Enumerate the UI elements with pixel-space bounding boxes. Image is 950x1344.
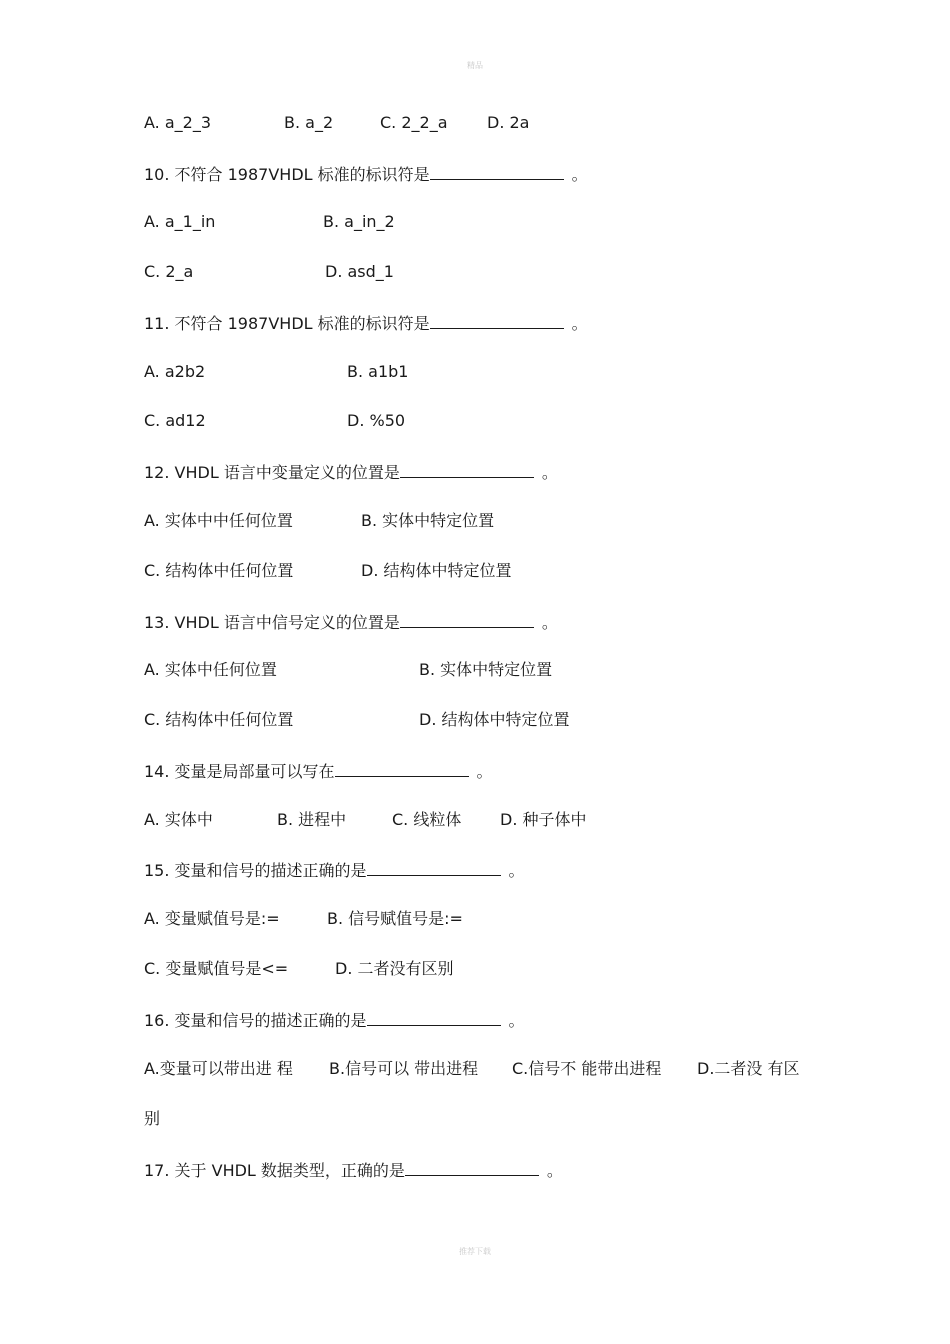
q11-option-b: B. a1b1 [347, 362, 409, 381]
page-header: 精品 [467, 61, 483, 70]
q14-option-c: C. 线粒体 [392, 810, 462, 829]
q17-stem [144, 1158, 563, 1180]
q12-stem-text: 12. VHDL 语言中变量定义的位置是 [144, 463, 400, 482]
q11-option-c: C. ad12 [144, 411, 206, 430]
q16-stem-text: 16. 变量和信号的描述正确的是 [144, 1011, 367, 1030]
q14-option-a: A. 实体中 [144, 810, 213, 829]
q16-option-a: A.变量可以带出进 程 [144, 1059, 293, 1078]
q16-option-c: C.信号不 能带出进程 [512, 1059, 662, 1078]
q13-answer-blank [400, 610, 534, 628]
q11-end: 。 [571, 314, 588, 333]
q16-stem [144, 1008, 525, 1030]
q11-answer-blank [430, 311, 564, 329]
q11-stem-text: 11. 不符合 1987VHDL 标准的标识符是 [144, 314, 430, 333]
q9-option-a: A. a_2_3 [144, 113, 211, 132]
q11-option-d: D. %50 [347, 411, 406, 430]
q11-option-a: A. a2b2 [144, 362, 206, 381]
q15-option-d: D. 二者没有区别 [335, 959, 454, 978]
q13-option-c: C. 结构体中任何位置 [144, 710, 294, 729]
q15-stem-text: 15. 变量和信号的描述正确的是 [144, 861, 367, 880]
q14-option-d: D. 种子体中 [500, 810, 587, 829]
q15-option-a: A. 变量赋值号是:= [144, 909, 280, 928]
q12-answer-blank [400, 460, 534, 478]
q17-end: 。 [546, 1161, 563, 1180]
q9-option-c: C. 2_2_a [380, 113, 448, 132]
q10-stem [144, 162, 588, 184]
q12-end: 。 [541, 463, 558, 482]
q13-option-d: D. 结构体中特定位置 [419, 710, 570, 729]
q13-option-a: A. 实体中任何位置 [144, 660, 277, 679]
q12-option-b: B. 实体中特定位置 [361, 511, 495, 530]
q10-option-a: A. a_1_in [144, 212, 216, 231]
q10-stem-text: 10. 不符合 1987VHDL 标准的标识符是 [144, 165, 430, 184]
q14-end: 。 [476, 762, 493, 781]
q13-stem [144, 610, 558, 632]
q11-stem [144, 311, 588, 333]
q14-stem-text: 14. 变量是局部量可以写在 [144, 762, 335, 781]
q15-end: 。 [508, 861, 525, 880]
q13-option-b: B. 实体中特定位置 [419, 660, 553, 679]
q10-end: 。 [571, 165, 588, 184]
q17-stem-text: 17. 关于 VHDL 数据类型，正确的是 [144, 1161, 405, 1180]
q10-option-c: C. 2_a [144, 262, 194, 281]
q16-option-b: B.信号可以 带出进程 [329, 1059, 479, 1078]
q16-option-d-continued: 别 [144, 1109, 161, 1128]
q12-stem [144, 460, 558, 482]
page-footer: 推荐下载 [459, 1247, 491, 1256]
q9-option-b: B. a_2 [284, 113, 334, 132]
q17-answer-blank [405, 1158, 539, 1176]
q16-end: 。 [508, 1011, 525, 1030]
q13-stem-text: 13. VHDL 语言中信号定义的位置是 [144, 613, 400, 632]
q15-answer-blank [367, 858, 501, 876]
q15-option-b: B. 信号赋值号是:= [327, 909, 463, 928]
q14-stem [144, 759, 493, 781]
q16-answer-blank [367, 1008, 501, 1026]
q15-stem [144, 858, 525, 880]
q12-option-d: D. 结构体中特定位置 [361, 561, 512, 580]
q10-option-d: D. asd_1 [325, 262, 394, 281]
q15-option-c: C. 变量赋值号是<= [144, 959, 289, 978]
q12-option-a: A. 实体中中任何位置 [144, 511, 293, 530]
q14-answer-blank [335, 759, 469, 777]
q16-option-d: D.二者没 有区 [697, 1059, 800, 1078]
q13-end: 。 [541, 613, 558, 632]
q10-option-b: B. a_in_2 [323, 212, 395, 231]
q9-option-d: D. 2a [487, 113, 530, 132]
q14-option-b: B. 进程中 [277, 810, 347, 829]
q10-answer-blank [430, 162, 564, 180]
q12-option-c: C. 结构体中任何位置 [144, 561, 294, 580]
